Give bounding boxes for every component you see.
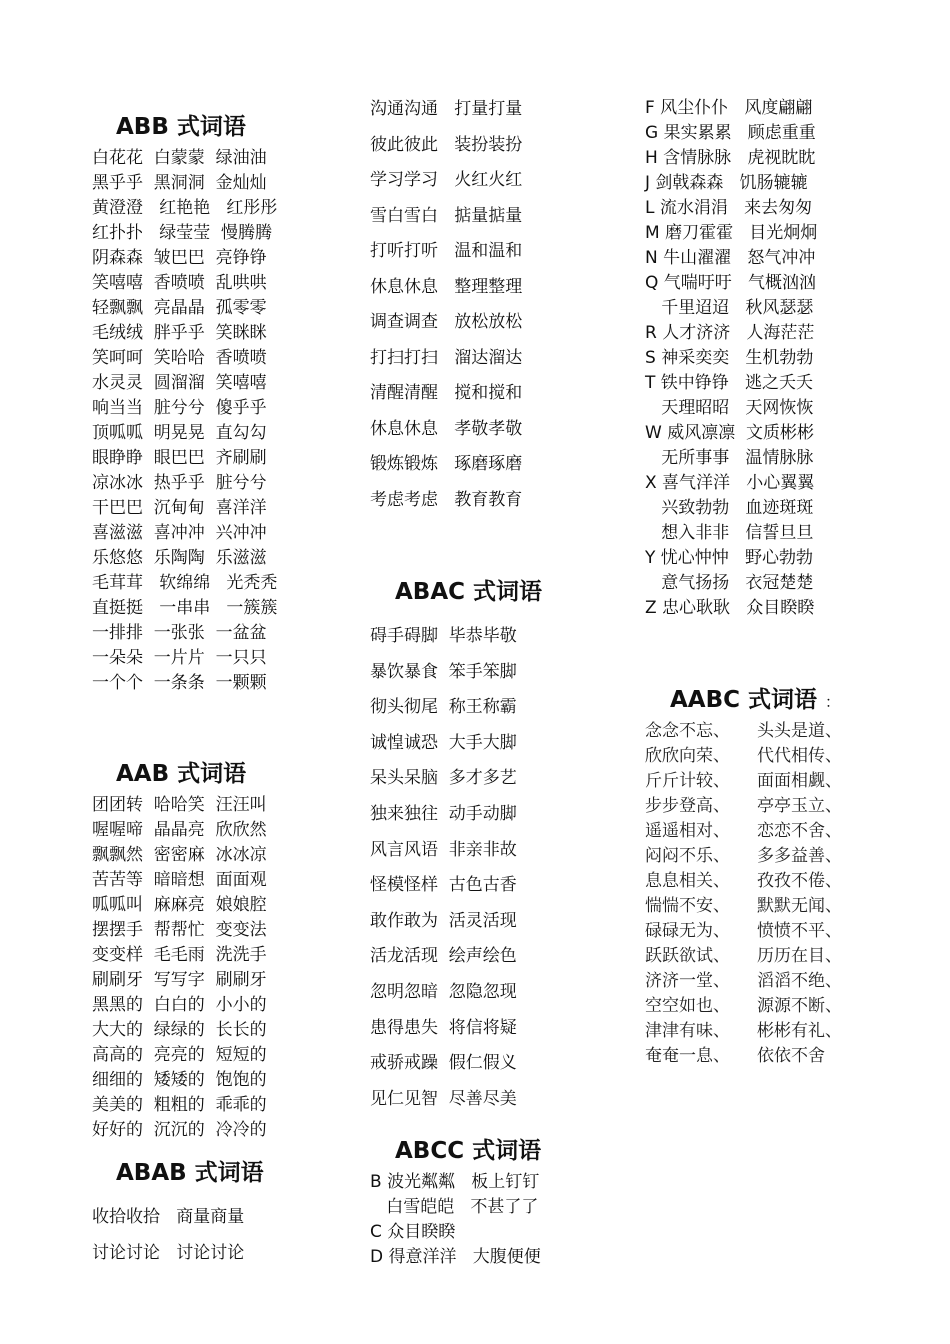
abb-word-list: [92, 146, 277, 696]
word-line: 锻炼锻炼 琢磨琢磨: [370, 454, 523, 474]
aab-word-list: [92, 793, 267, 1143]
word-line: Z 忠心耿耿 众目睽睽: [645, 598, 815, 618]
word-line: 无所事事 温情脉脉: [645, 448, 814, 468]
word-line: 兴致勃勃 血迹斑斑: [645, 498, 814, 518]
word-line: 诚惶诚恐 大手大脚: [370, 732, 517, 753]
word-line: 风言风语 非亲非故: [370, 839, 517, 860]
word-line: 独来独往 动手动脚: [370, 803, 517, 824]
word-line: Q 气喘吁吁 气概汹汹: [645, 273, 816, 293]
word-line: 黑黑的 白白的 小小的: [92, 995, 267, 1015]
abac-heading: ABAC 式词语: [395, 579, 543, 605]
word-line: 沟通沟通 打量打量: [370, 99, 523, 119]
word-line: 雪白雪白 掂量掂量: [370, 205, 523, 226]
word-line: 摆摆手 帮帮忙 变变法: [92, 920, 267, 940]
word-line: 呆头呆脑 多才多艺: [370, 768, 517, 789]
word-line: 跃跃欲试、 历历在目、: [645, 946, 843, 966]
word-line: 奄奄一息、 依依不舍: [645, 1046, 826, 1066]
abac-word-list: [370, 619, 517, 1117]
word-line: 想入非非 信誓旦旦: [645, 523, 814, 543]
word-line: 休息休息 孝敬孝敬: [370, 418, 523, 439]
abb-heading: ABB 式词语: [116, 114, 246, 140]
word-line: 笑嘻嘻 香喷喷 乱哄哄: [92, 273, 267, 293]
word-line: 毛茸茸 软绵绵 光秃秃: [92, 573, 278, 593]
abcc-heading: ABCC 式词语: [395, 1138, 542, 1164]
word-line: 彻头彻尾 称王称霸: [370, 697, 517, 718]
word-line: 乐悠悠 乐陶陶 乐滋滋: [92, 548, 267, 568]
word-line: 讨论讨论 讨论讨论: [92, 1243, 245, 1263]
word-line: 阴森森 皱巴巴 亮铮铮: [92, 248, 267, 268]
word-line: 呱呱叫 麻麻亮 娘娘腔: [92, 895, 267, 915]
word-line: 遥遥相对、 恋恋不舍、: [645, 821, 843, 841]
word-line: 怪模怪样 古色古香: [370, 875, 517, 896]
abcc-continued-list: [645, 96, 817, 621]
word-line: 步步登高、 亭亭玉立、: [645, 796, 843, 816]
word-line: 飘飘然 密密麻 冰冰凉: [92, 845, 267, 865]
word-line: 白雪皑皑 不甚了了: [370, 1197, 539, 1217]
word-line: 打扫打扫 溜达溜达: [370, 347, 523, 368]
word-line: 水灵灵 圆溜溜 笑嘻嘻: [92, 373, 267, 393]
word-line: 碌碌无为、 愤愤不平、: [645, 921, 843, 941]
word-line: 美美的 粗粗的 乖乖的: [92, 1095, 267, 1115]
word-line: Y 忧心忡忡 野心勃勃: [645, 548, 813, 568]
word-line: S 神采奕奕 生机勃勃: [645, 348, 814, 368]
word-line: 一排排 一张张 一盆盆: [92, 623, 267, 643]
word-line: J 剑戟森森 饥肠辘辘: [645, 173, 808, 193]
word-line: 戒骄戒躁 假仁假义: [370, 1053, 517, 1074]
word-line: 变变样 毛毛雨 洗洗手: [92, 945, 267, 965]
word-line: 笑呵呵 笑哈哈 香喷喷: [92, 348, 267, 368]
word-line: 息息相关、 孜孜不倦、: [645, 871, 843, 891]
word-line: 打听打听 温和温和: [370, 241, 523, 261]
word-line: C 众目睽睽: [370, 1222, 456, 1242]
aabc-word-list: [645, 719, 842, 1069]
word-line: 响当当 脏兮兮 傻乎乎: [92, 398, 267, 418]
word-line: 大大的 绿绿的 长长的: [92, 1020, 267, 1040]
word-line: 活龙活现 绘声绘色: [370, 946, 517, 967]
word-line: 意气扬扬 衣冠楚楚: [645, 573, 814, 593]
word-line: 黑乎乎 黑洞洞 金灿灿: [92, 173, 267, 193]
word-line: 念念不忘、 头头是道、: [645, 721, 843, 741]
word-line: 清醒清醒 搅和搅和: [370, 383, 523, 403]
word-line: G 果实累累 顾虑重重: [645, 123, 816, 143]
word-line: 喔喔啼 晶晶亮 欣欣然: [92, 820, 267, 840]
word-line: 津津有味、 彬彬有礼、: [645, 1021, 843, 1041]
word-line: 毛绒绒 胖乎乎 笑眯眯: [92, 323, 267, 343]
word-line: 天理昭昭 天网恢恢: [645, 398, 814, 418]
word-line: X 喜气洋洋 小心翼翼: [645, 473, 815, 493]
word-line: 考虑考虑 教育教育: [370, 489, 523, 510]
word-line: M 磨刀霍霍 目光炯炯: [645, 223, 818, 243]
word-line: 千里迢迢 秋风瑟瑟: [645, 298, 814, 318]
aabc-heading-text: AABC 式词语: [670, 687, 818, 713]
word-line: 碍手碍脚 毕恭毕敬: [370, 626, 517, 646]
word-line: 细细的 矮矮的 饱饱的: [92, 1070, 267, 1090]
word-line: 高高的 亮亮的 短短的: [92, 1045, 267, 1065]
word-line: 苦苦等 暗暗想 面面观: [92, 870, 267, 890]
word-line: 惴惴不安、 默默无闻、: [645, 896, 843, 916]
word-line: 顶呱呱 明晃晃 直勾勾: [92, 423, 267, 443]
word-line: 刷刷牙 写写字 刷刷牙: [92, 970, 267, 990]
word-line: 闷闷不乐、 多多益善、: [645, 846, 843, 866]
word-line: N 牛山濯濯 怒气冲冲: [645, 248, 816, 268]
abcc-word-list: [370, 1170, 541, 1270]
word-line: 济济一堂、 滔滔不绝、: [645, 971, 843, 991]
word-line: T 铁中铮铮 逃之夭夭: [645, 373, 813, 393]
word-line: 白花花 白蒙蒙 绿油油: [92, 148, 267, 168]
word-line: 暴饮暴食 笨手笨脚: [370, 661, 517, 682]
word-line: L 流水涓涓 来去匆匆: [645, 198, 813, 218]
word-line: 学习学习 火红火红: [370, 170, 523, 190]
abab-heading: ABAB 式词语: [116, 1160, 264, 1186]
aabc-heading: [670, 681, 840, 714]
word-line: 好好的 沉沉的 冷冷的: [92, 1120, 267, 1140]
word-line: 凉冰冰 热乎乎 脏兮兮: [92, 473, 267, 493]
word-line: 休息休息 整理整理: [370, 276, 523, 297]
word-line: 轻飘飘 亮晶晶 孤零零: [92, 298, 267, 318]
aab-heading: AAB 式词语: [116, 761, 247, 787]
word-line: F 风尘仆仆 风度翩翩: [645, 98, 813, 118]
word-line: D 得意洋洋 大腹便便: [370, 1247, 541, 1267]
word-line: 红扑扑 绿莹莹 慢腾腾: [92, 223, 273, 243]
word-line: 敢作敢为 活灵活现: [370, 910, 517, 931]
word-line: W 威风凛凛 文质彬彬: [645, 423, 815, 443]
abab-word-list: [92, 1199, 244, 1271]
word-line: 收拾收拾 商量商量: [92, 1207, 245, 1227]
word-line: R 人才济济 人海茫茫: [645, 323, 815, 343]
word-line: 患得患失 将信将疑: [370, 1017, 517, 1038]
word-line: 忽明忽暗 忽隐忽现: [370, 981, 517, 1002]
abab-continued-list: [370, 92, 522, 518]
word-line: 斤斤计较、 面面相觑、: [645, 771, 843, 791]
word-line: 眼睁睁 眼巴巴 齐刷刷: [92, 448, 267, 468]
word-line: 黄澄澄 红艳艳 红彤彤: [92, 198, 278, 218]
word-line: 团团转 哈哈笑 汪汪叫: [92, 795, 267, 815]
word-line: 喜滋滋 喜冲冲 兴冲冲: [92, 523, 267, 543]
aabc-heading-colon: ：: [825, 693, 841, 711]
word-line: 欣欣向荣、 代代相传、: [645, 746, 843, 766]
word-line: B 波光粼粼 板上钉钉: [370, 1172, 540, 1192]
word-line: H 含情脉脉 虎视眈眈: [645, 148, 816, 168]
word-line: 空空如也、 源源不断、: [645, 996, 843, 1016]
word-line: 见仁见智 尽善尽美: [370, 1088, 517, 1109]
word-line: 一朵朵 一片片 一只只: [92, 648, 267, 668]
word-line: 彼此彼此 装扮装扮: [370, 134, 523, 155]
word-line: 干巴巴 沉甸甸 喜洋洋: [92, 498, 267, 518]
word-line: 直挺挺 一串串 一簇簇: [92, 598, 278, 618]
word-line: 一个个 一条条 一颗颗: [92, 673, 267, 693]
word-line: 调查调查 放松放松: [370, 312, 523, 332]
